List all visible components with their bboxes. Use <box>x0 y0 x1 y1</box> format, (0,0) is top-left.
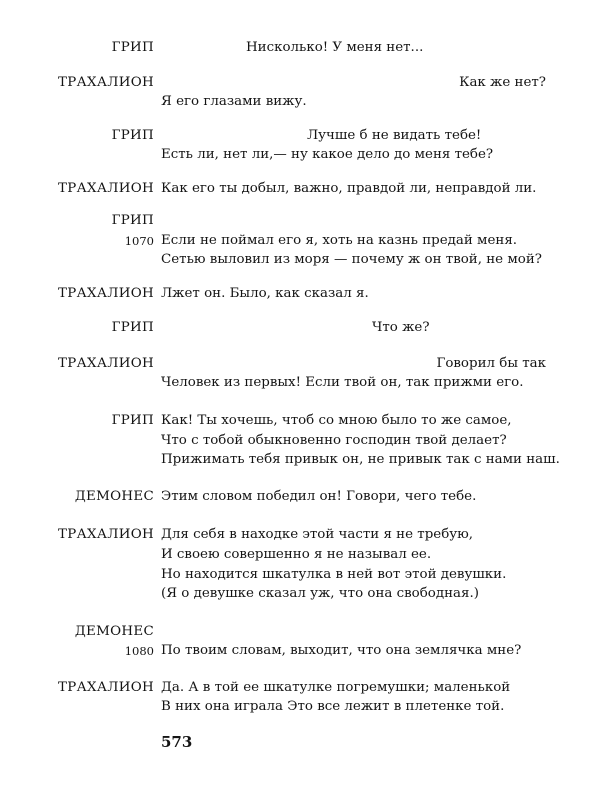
verse-line: Нисколько! У меня нет... <box>246 40 424 55</box>
verse-line: Но находится шкатулка в ней вот этой девушки. <box>161 567 507 582</box>
speaker-label: ТРАХАЛИОН <box>58 181 154 196</box>
verse-row <box>0 73 600 93</box>
speaker-label: ГРИП <box>111 413 154 428</box>
verse-line: Сетью выловил из моря — почему ж он твой, не мой? <box>161 252 542 267</box>
verse-row <box>0 487 600 507</box>
verse-line: Что с тобой обыкновенно господин твой делает? <box>161 433 507 448</box>
verse-line: Да. А в той ее шкатулке погремушки; маленькой <box>161 680 511 695</box>
verse-row <box>0 545 600 565</box>
verse-row <box>0 231 600 251</box>
page-number: 573 <box>161 733 193 751</box>
line-number: 1070 <box>124 234 154 248</box>
verse-line: (Я о девушке сказал уж, что она свободная.) <box>161 586 479 601</box>
verse-line: Этим словом победил он! Говори, чего тебе. <box>161 489 477 504</box>
verse-row <box>0 450 600 470</box>
verse-line: Я его глазами вижу. <box>161 94 307 109</box>
verse-row <box>0 179 600 199</box>
verse-row <box>0 411 600 431</box>
verse-row <box>0 525 600 545</box>
speaker-label: ТРАХАЛИОН <box>58 286 154 301</box>
speaker-label: ТРАХАЛИОН <box>58 680 154 695</box>
verse-row <box>0 584 600 604</box>
verse-line: И своею совершенно я не называл ее. <box>161 547 432 562</box>
verse-line: Что же? <box>372 320 430 335</box>
verse-row <box>0 678 600 698</box>
verse-line: Для себя в находке этой части я не требую, <box>161 527 474 542</box>
speaker-label: ТРАХАЛИОН <box>58 356 154 371</box>
verse-row <box>0 641 600 661</box>
speaker-label: ГРИП <box>111 128 154 143</box>
verse-row <box>0 373 600 393</box>
verse-line: Говорил бы так <box>436 356 546 371</box>
verse-row <box>0 92 600 112</box>
verse-line: Человек из первых! Если твой он, так прижми его. <box>161 375 524 390</box>
verse-line: Если не поймал его я, хоть на казнь предай меня. <box>161 233 518 248</box>
line-number: 1080 <box>124 644 154 658</box>
speaker-label: ГРИП <box>111 320 154 335</box>
speaker-label: ДЕМОНЕС <box>74 624 154 639</box>
speaker-label: ДЕМОНЕС <box>74 489 154 504</box>
verse-row <box>0 318 600 338</box>
verse-line: Как же нет? <box>459 75 546 90</box>
verse-row <box>0 431 600 451</box>
speaker-label: ТРАХАЛИОН <box>58 527 154 542</box>
verse-row <box>0 284 600 304</box>
verse-row <box>0 565 600 585</box>
verse-line: Есть ли, нет ли,— ну какое дело до меня тебе? <box>161 147 494 162</box>
verse-line: Лжет он. Было, как сказал я. <box>161 286 369 301</box>
verse-row <box>0 145 600 165</box>
verse-row <box>0 38 600 58</box>
verse-line: В них она играла Это все лежит в плетенке той. <box>161 699 505 714</box>
verse-line: Как! Ты хочешь, чтоб со мною было то же самое, <box>161 413 512 428</box>
speaker-label: ГРИП <box>111 40 154 55</box>
verse-row <box>0 697 600 717</box>
verse-row <box>0 354 600 374</box>
speaker-label: ГРИП <box>111 213 154 228</box>
verse-row <box>0 622 600 642</box>
verse-row <box>0 126 600 146</box>
verse-line: Лучше б не видать тебе! <box>307 128 482 143</box>
verse-row <box>0 250 600 270</box>
verse-line: По твоим словам, выходит, что она землячка мне? <box>161 643 522 658</box>
verse-row <box>0 211 600 231</box>
verse-line: Прижимать тебя привык он, не привык так с нами наш. <box>161 452 560 467</box>
verse-line: Как его ты добыл, важно, правдой ли, неправдой ли. <box>161 181 537 196</box>
speaker-label: ТРАХАЛИОН <box>58 75 154 90</box>
